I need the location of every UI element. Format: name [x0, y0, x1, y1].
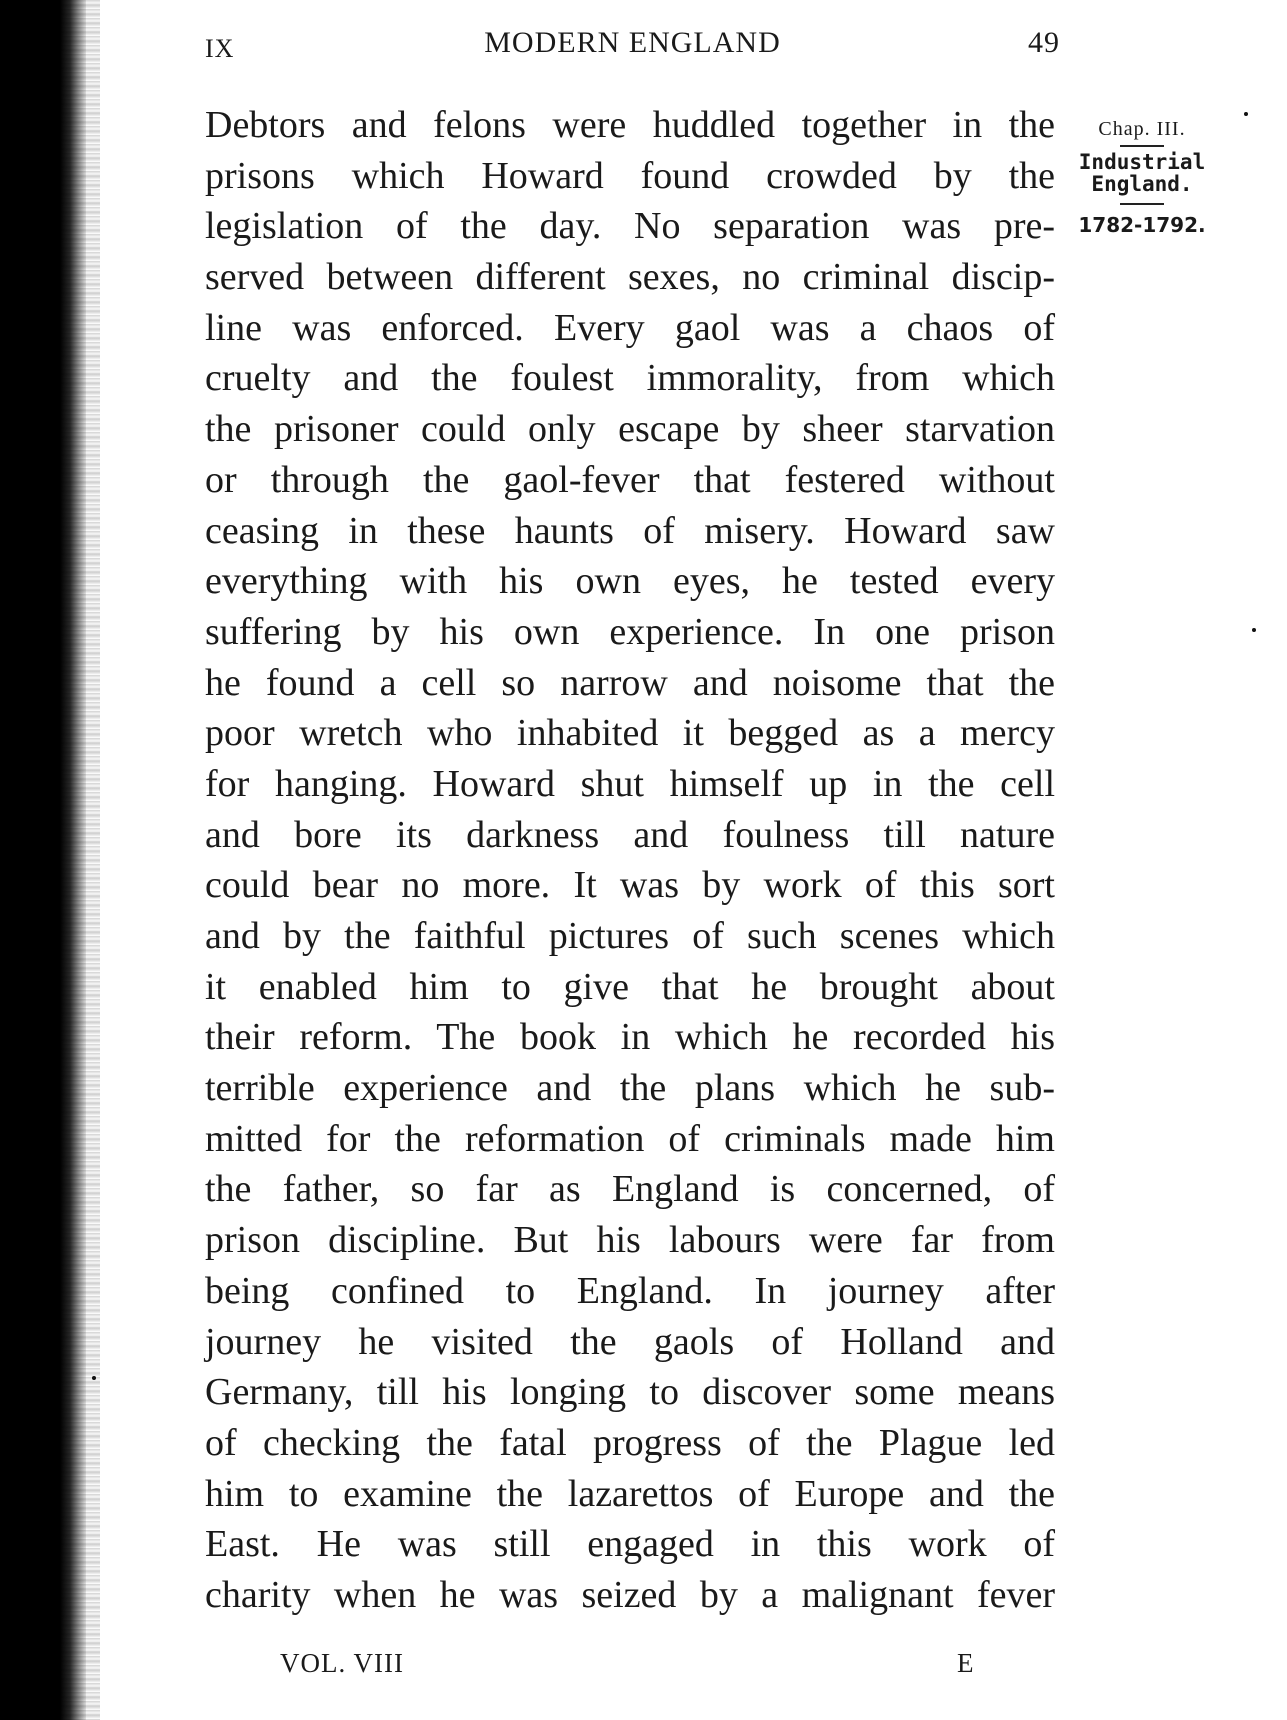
- text-line: could bear no more. It was by work of this sort: [205, 864, 1055, 907]
- text-line: line was enforced. Every gaol was a chaos of: [205, 306, 1055, 349]
- scan-edge-noise: [60, 0, 100, 1720]
- text-line: terrible experience and the plans which he sub-: [205, 1067, 1055, 1110]
- chapter-roman-numeral: IX: [205, 34, 235, 63]
- signature-letter: E: [957, 1648, 974, 1678]
- text-line: for hanging. Howard shut himself up in the cell: [205, 762, 1055, 805]
- text-line: prisons which Howard found crowded by the: [205, 154, 1055, 197]
- text-line: served between different sexes, no criminal discip-: [205, 256, 1055, 299]
- text-line: it enabled him to give that he brought about: [205, 965, 1055, 1008]
- sidenote-dates: 1782-1792.: [1078, 213, 1206, 237]
- text-line: he found a cell so narrow and noisome that the: [205, 661, 1055, 704]
- text-line: Debtors and felons were huddled together in the: [205, 104, 1055, 146]
- text-line: the father, so far as England is concerned, of: [205, 1168, 1055, 1211]
- text-line: everything with his own eyes, he tested every: [205, 560, 1055, 603]
- margin-sidenote: [1072, 118, 1212, 237]
- text-line: him to examine the lazarettos of Europe and the: [205, 1472, 1055, 1515]
- text-line: and by the faithful pictures of such scenes which: [205, 915, 1055, 957]
- text-line: mitted for the reformation of criminals made him: [205, 1117, 1055, 1160]
- text-line: journey he visited the gaols of Holland and: [205, 1320, 1055, 1363]
- sidenote-rule: [1120, 203, 1164, 205]
- text-line: or through the gaol-fever that festered without: [205, 458, 1055, 501]
- sidenote-title-line-2: England.: [1091, 172, 1193, 196]
- text-line: ceasing in these haunts of misery. Howard saw: [205, 509, 1055, 552]
- scan-speck: [1252, 628, 1256, 632]
- page-number: 49: [1028, 26, 1060, 59]
- text-line: their reform. The book in which he recorded his: [205, 1016, 1055, 1059]
- page-footer: [205, 1648, 1060, 1684]
- volume-signature: VOL. VIII: [280, 1648, 404, 1678]
- text-line: East. He was still engaged in this work of: [205, 1523, 1055, 1566]
- text-line: poor wretch who inhabited it begged as a mercy: [205, 712, 1055, 755]
- text-line: cruelty and the foulest immorality, from which: [205, 357, 1055, 400]
- body-paragraph: [205, 100, 1055, 1621]
- text-line: being confined to England. In journey after: [205, 1269, 1055, 1312]
- text-line: Germany, till his longing to discover some means: [205, 1371, 1055, 1414]
- text-line: suffering by his own experience. In one prison: [205, 610, 1055, 653]
- text-line: prison discipline. But his labours were far from: [205, 1219, 1055, 1262]
- sidenote-chapter: Chap. III.: [1098, 118, 1186, 140]
- text-line: of checking the fatal progress of the Plague led: [205, 1421, 1055, 1464]
- text-line: charity when he was seized by a malignant fever: [205, 1573, 1055, 1616]
- scan-speck: [1244, 112, 1248, 116]
- scan-speck: [92, 1376, 96, 1380]
- sidenote-rule: [1120, 145, 1164, 147]
- book-title: MODERN ENGLAND: [484, 26, 781, 59]
- text-line: legislation of the day. No separation was pre-: [205, 205, 1055, 248]
- text-line: the prisoner could only escape by sheer starvation: [205, 408, 1055, 451]
- running-head: [205, 26, 1060, 66]
- sidenote-title-line-1: Industrial: [1078, 150, 1206, 174]
- text-line: and bore its darkness and foulness till nature: [205, 813, 1055, 856]
